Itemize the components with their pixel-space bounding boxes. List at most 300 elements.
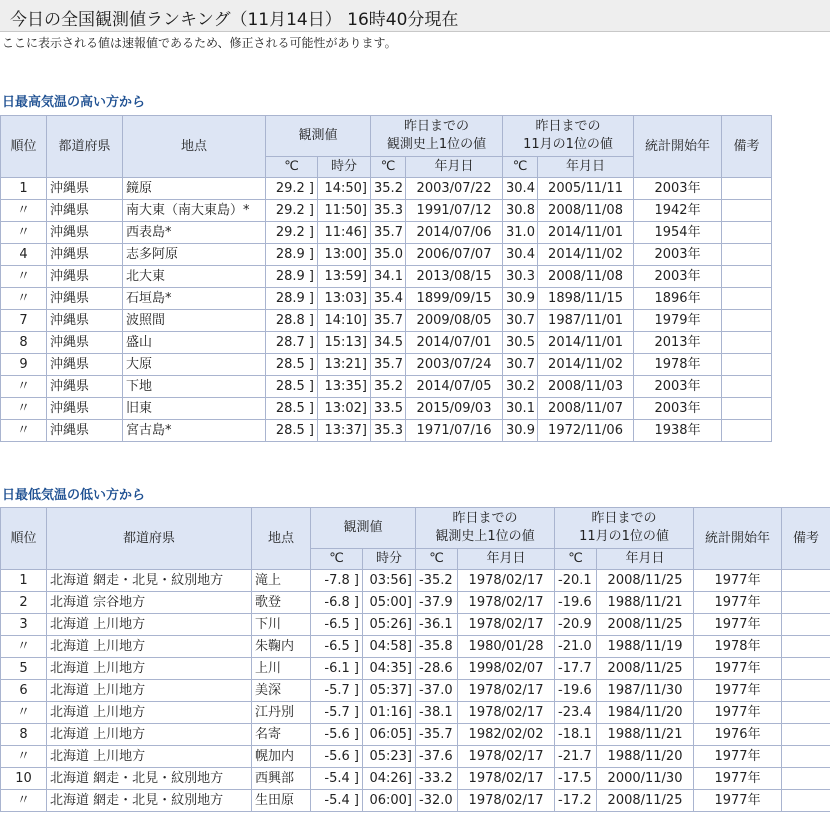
- table-row: [1, 790, 830, 812]
- header-unit-celsius: ℃: [555, 549, 597, 570]
- header-start-year: 統計開始年: [694, 508, 782, 570]
- table-row: [1, 332, 772, 354]
- min-temp-ranking-table: [0, 507, 830, 812]
- header-unit-celsius: ℃: [503, 157, 538, 178]
- header-remarks: 備考: [722, 116, 772, 178]
- header-observed: 観測値: [266, 116, 371, 157]
- observed-time-cell: 04:26]: [363, 768, 416, 790]
- observed-time-cell: 03:56]: [363, 570, 416, 592]
- header-historical-line2: 観測史上1位の値: [435, 529, 535, 544]
- rank-cell: 8: [1, 332, 47, 354]
- start-year-cell: 1977年: [694, 746, 782, 768]
- observed-time-cell: 11:46]: [318, 222, 371, 244]
- table-row: [1, 702, 830, 724]
- month-date-cell: 1987/11/30: [597, 680, 694, 702]
- observed-temp-cell: 28.5 ]: [266, 398, 318, 420]
- prefecture-cell: 沖縄県: [47, 200, 123, 222]
- max-temp-section-title: 日最高気温の高い方から: [2, 95, 146, 110]
- station-cell: 滝上: [252, 570, 311, 592]
- prefecture-cell: 北海道 上川地方: [47, 680, 252, 702]
- rank-cell: 10: [1, 768, 47, 790]
- observed-time-cell: 04:35]: [363, 658, 416, 680]
- rank-cell: 8: [1, 724, 47, 746]
- observed-time-cell: 06:05]: [363, 724, 416, 746]
- remarks-cell: [722, 244, 772, 266]
- month-date-cell: 1988/11/19: [597, 636, 694, 658]
- table-row: [1, 200, 772, 222]
- historical-temp-cell: 35.3: [371, 200, 406, 222]
- start-year-cell: 1954年: [634, 222, 722, 244]
- table-row: [1, 266, 772, 288]
- rank-cell: 4: [1, 244, 47, 266]
- remarks-cell: [782, 592, 830, 614]
- station-cell: 北大東: [123, 266, 266, 288]
- historical-date-cell: 2014/07/01: [406, 332, 503, 354]
- header-historical-line1: 昨日までの: [452, 511, 518, 526]
- historical-date-cell: 1978/02/17: [458, 790, 555, 812]
- historical-date-cell: 1978/02/17: [458, 592, 555, 614]
- historical-date-cell: 1998/02/07: [458, 658, 555, 680]
- historical-date-cell: 2014/07/05: [406, 376, 503, 398]
- prefecture-cell: 北海道 上川地方: [47, 724, 252, 746]
- observed-time-cell: 11:50]: [318, 200, 371, 222]
- table-row: [1, 636, 830, 658]
- prefecture-cell: 北海道 上川地方: [47, 702, 252, 724]
- start-year-cell: 1977年: [694, 702, 782, 724]
- prefecture-cell: 北海道 宗谷地方: [47, 592, 252, 614]
- historical-date-cell: 1978/02/17: [458, 746, 555, 768]
- remarks-cell: [782, 790, 830, 812]
- rank-cell: 2: [1, 592, 47, 614]
- observed-time-cell: 06:00]: [363, 790, 416, 812]
- header-unit-celsius: ℃: [371, 157, 406, 178]
- header-month-line2: 11月の1位の値: [523, 137, 613, 152]
- header-month-line2: 11月の1位の値: [579, 529, 669, 544]
- prefecture-cell: 沖縄県: [47, 376, 123, 398]
- month-date-cell: 1988/11/20: [597, 746, 694, 768]
- month-temp-cell: 30.5: [503, 332, 538, 354]
- remarks-cell: [782, 680, 830, 702]
- start-year-cell: 1977年: [694, 790, 782, 812]
- observed-time-cell: 14:10]: [318, 310, 371, 332]
- start-year-cell: 1977年: [694, 680, 782, 702]
- station-cell: 上川: [252, 658, 311, 680]
- station-cell: 西表島*: [123, 222, 266, 244]
- header-station: 地点: [123, 116, 266, 178]
- historical-temp-cell: 34.5: [371, 332, 406, 354]
- historical-temp-cell: 33.5: [371, 398, 406, 420]
- start-year-cell: 1896年: [634, 288, 722, 310]
- remarks-cell: [782, 614, 830, 636]
- header-unit-time: 時分: [318, 157, 371, 178]
- month-temp-cell: -20.9: [555, 614, 597, 636]
- max-temp-ranking-table: [0, 115, 772, 442]
- historical-temp-cell: -35.7: [416, 724, 458, 746]
- historical-date-cell: 1978/02/17: [458, 702, 555, 724]
- station-cell: 美深: [252, 680, 311, 702]
- month-temp-cell: -20.1: [555, 570, 597, 592]
- month-temp-cell: -19.6: [555, 680, 597, 702]
- header-start-year: 統計開始年: [634, 116, 722, 178]
- header-historical-line2: 観測史上1位の値: [386, 137, 487, 152]
- month-date-cell: 2005/11/11: [538, 178, 634, 200]
- observed-temp-cell: 29.2 ]: [266, 178, 318, 200]
- historical-temp-cell: 35.7: [371, 310, 406, 332]
- station-cell: 鏡原: [123, 178, 266, 200]
- month-temp-cell: 30.4: [503, 178, 538, 200]
- remarks-cell: [722, 354, 772, 376]
- table-row: [1, 658, 830, 680]
- observed-time-cell: 04:58]: [363, 636, 416, 658]
- historical-temp-cell: -38.1: [416, 702, 458, 724]
- month-date-cell: 2008/11/08: [538, 200, 634, 222]
- observed-temp-cell: 28.5 ]: [266, 354, 318, 376]
- start-year-cell: 1938年: [634, 420, 722, 442]
- remarks-cell: [782, 746, 830, 768]
- observed-time-cell: 05:00]: [363, 592, 416, 614]
- start-year-cell: 1977年: [694, 768, 782, 790]
- observed-temp-cell: -5.6 ]: [311, 746, 363, 768]
- observed-time-cell: 13:00]: [318, 244, 371, 266]
- observed-time-cell: 14:50]: [318, 178, 371, 200]
- header-unit-celsius: ℃: [266, 157, 318, 178]
- observed-temp-cell: -5.6 ]: [311, 724, 363, 746]
- remarks-cell: [722, 266, 772, 288]
- start-year-cell: 2013年: [634, 332, 722, 354]
- remarks-cell: [722, 288, 772, 310]
- historical-temp-cell: -32.0: [416, 790, 458, 812]
- prefecture-cell: 沖縄県: [47, 420, 123, 442]
- table-row: [1, 222, 772, 244]
- start-year-cell: 2003年: [634, 244, 722, 266]
- station-cell: 盛山: [123, 332, 266, 354]
- observed-time-cell: 13:21]: [318, 354, 371, 376]
- historical-temp-cell: 35.7: [371, 222, 406, 244]
- observed-temp-cell: -5.4 ]: [311, 768, 363, 790]
- rank-cell: 9: [1, 354, 47, 376]
- rank-cell: 7: [1, 310, 47, 332]
- observed-time-cell: 13:02]: [318, 398, 371, 420]
- month-temp-cell: 30.1: [503, 398, 538, 420]
- start-year-cell: 2003年: [634, 266, 722, 288]
- historical-date-cell: 1978/02/17: [458, 614, 555, 636]
- station-cell: 生田原: [252, 790, 311, 812]
- station-cell: 名寄: [252, 724, 311, 746]
- header-remarks: 備考: [782, 508, 830, 570]
- prefecture-cell: 北海道 網走・北見・紋別地方: [47, 570, 252, 592]
- month-temp-cell: 30.7: [503, 310, 538, 332]
- start-year-cell: 1977年: [694, 658, 782, 680]
- month-temp-cell: 30.3: [503, 266, 538, 288]
- prefecture-cell: 沖縄県: [47, 266, 123, 288]
- observed-temp-cell: 28.5 ]: [266, 376, 318, 398]
- observed-time-cell: 01:16]: [363, 702, 416, 724]
- month-date-cell: 2008/11/08: [538, 266, 634, 288]
- observed-temp-cell: -6.8 ]: [311, 592, 363, 614]
- header-unit-date: 年月日: [538, 157, 634, 178]
- remarks-cell: [722, 200, 772, 222]
- remarks-cell: [722, 398, 772, 420]
- prefecture-cell: 沖縄県: [47, 398, 123, 420]
- month-date-cell: 2000/11/30: [597, 768, 694, 790]
- month-temp-cell: 31.0: [503, 222, 538, 244]
- prefecture-cell: 沖縄県: [47, 244, 123, 266]
- month-temp-cell: -17.5: [555, 768, 597, 790]
- month-temp-cell: 30.2: [503, 376, 538, 398]
- title-bar: [0, 0, 830, 32]
- start-year-cell: 1977年: [694, 592, 782, 614]
- preliminary-notice: ここに表示される値は速報値であるため、修正される可能性があります。: [2, 36, 397, 50]
- historical-date-cell: 1971/07/16: [406, 420, 503, 442]
- remarks-cell: [722, 310, 772, 332]
- table-row: [1, 288, 772, 310]
- station-cell: 旧東: [123, 398, 266, 420]
- header-month-line1: 昨日までの: [535, 119, 601, 134]
- rank-cell: 〃: [1, 288, 47, 310]
- table-row: [1, 376, 772, 398]
- table-row: [1, 614, 830, 636]
- page-title: 今日の全国観測値ランキング（11月14日） 16時40分現在: [10, 10, 459, 30]
- historical-date-cell: 1982/02/02: [458, 724, 555, 746]
- min-temp-rows: [1, 570, 830, 812]
- historical-temp-cell: 35.7: [371, 354, 406, 376]
- remarks-cell: [782, 658, 830, 680]
- start-year-cell: 1976年: [694, 724, 782, 746]
- rank-cell: 5: [1, 658, 47, 680]
- prefecture-cell: 北海道 上川地方: [47, 746, 252, 768]
- header-unit-date: 年月日: [406, 157, 503, 178]
- station-cell: 歌登: [252, 592, 311, 614]
- observed-temp-cell: -5.4 ]: [311, 790, 363, 812]
- month-date-cell: 2008/11/25: [597, 790, 694, 812]
- start-year-cell: 2003年: [634, 398, 722, 420]
- rank-cell: 〃: [1, 266, 47, 288]
- observed-time-cell: 13:35]: [318, 376, 371, 398]
- observed-temp-cell: -7.8 ]: [311, 570, 363, 592]
- start-year-cell: 2003年: [634, 178, 722, 200]
- month-temp-cell: -21.0: [555, 636, 597, 658]
- month-date-cell: 1984/11/20: [597, 702, 694, 724]
- start-year-cell: 1978年: [634, 354, 722, 376]
- header-unit-celsius: ℃: [416, 549, 458, 570]
- station-cell: 下川: [252, 614, 311, 636]
- table-row: [1, 398, 772, 420]
- historical-date-cell: 2013/08/15: [406, 266, 503, 288]
- historical-temp-cell: 35.2: [371, 376, 406, 398]
- station-cell: 朱鞠内: [252, 636, 311, 658]
- historical-date-cell: 1978/02/17: [458, 768, 555, 790]
- table-row: [1, 420, 772, 442]
- rank-cell: 〃: [1, 222, 47, 244]
- historical-temp-cell: -37.0: [416, 680, 458, 702]
- remarks-cell: [782, 702, 830, 724]
- observed-temp-cell: -6.1 ]: [311, 658, 363, 680]
- header-month-record: [503, 116, 634, 157]
- table-row: [1, 178, 772, 200]
- observed-time-cell: 13:03]: [318, 288, 371, 310]
- historical-temp-cell: -28.6: [416, 658, 458, 680]
- min-temp-section-title: 日最低気温の低い方から: [2, 488, 146, 503]
- header-month-line1: 昨日までの: [591, 511, 657, 526]
- station-cell: 下地: [123, 376, 266, 398]
- rank-cell: 〃: [1, 376, 47, 398]
- start-year-cell: 1979年: [634, 310, 722, 332]
- historical-date-cell: 1978/02/17: [458, 570, 555, 592]
- historical-temp-cell: -33.2: [416, 768, 458, 790]
- historical-temp-cell: 35.2: [371, 178, 406, 200]
- station-cell: 江丹別: [252, 702, 311, 724]
- prefecture-cell: 北海道 上川地方: [47, 636, 252, 658]
- historical-date-cell: 2015/09/03: [406, 398, 503, 420]
- max-temp-rows: [1, 178, 772, 442]
- month-date-cell: 2008/11/25: [597, 570, 694, 592]
- historical-temp-cell: 35.0: [371, 244, 406, 266]
- month-date-cell: 2014/11/01: [538, 332, 634, 354]
- station-cell: 宮古島*: [123, 420, 266, 442]
- start-year-cell: 1942年: [634, 200, 722, 222]
- prefecture-cell: 沖縄県: [47, 288, 123, 310]
- observed-temp-cell: 29.2 ]: [266, 200, 318, 222]
- observed-temp-cell: 28.9 ]: [266, 244, 318, 266]
- station-cell: 南大東（南大東島）*: [123, 200, 266, 222]
- month-date-cell: 2014/11/02: [538, 244, 634, 266]
- header-unit-time: 時分: [363, 549, 416, 570]
- month-date-cell: 2008/11/07: [538, 398, 634, 420]
- observed-temp-cell: -6.5 ]: [311, 614, 363, 636]
- historical-date-cell: 2009/08/05: [406, 310, 503, 332]
- remarks-cell: [722, 222, 772, 244]
- month-temp-cell: 30.4: [503, 244, 538, 266]
- historical-temp-cell: -35.2: [416, 570, 458, 592]
- month-date-cell: 1988/11/21: [597, 592, 694, 614]
- header-station: 地点: [252, 508, 311, 570]
- historical-date-cell: 1991/07/12: [406, 200, 503, 222]
- table-row: [1, 570, 830, 592]
- header-historical-record: [371, 116, 503, 157]
- header-unit-celsius: ℃: [311, 549, 363, 570]
- observed-temp-cell: -5.7 ]: [311, 702, 363, 724]
- rank-cell: 〃: [1, 790, 47, 812]
- header-historical-record: [416, 508, 555, 549]
- station-cell: 幌加内: [252, 746, 311, 768]
- header-historical-line1: 昨日までの: [404, 119, 470, 134]
- table-row: [1, 310, 772, 332]
- month-temp-cell: -18.1: [555, 724, 597, 746]
- historical-temp-cell: -36.1: [416, 614, 458, 636]
- table-row: [1, 724, 830, 746]
- month-temp-cell: 30.9: [503, 288, 538, 310]
- header-observed: 観測値: [311, 508, 416, 549]
- remarks-cell: [782, 768, 830, 790]
- header-month-record: [555, 508, 694, 549]
- historical-temp-cell: -37.6: [416, 746, 458, 768]
- header-unit-date: 年月日: [458, 549, 555, 570]
- observed-time-cell: 05:23]: [363, 746, 416, 768]
- month-date-cell: 2014/11/02: [538, 354, 634, 376]
- header-prefecture: 都道府県: [47, 508, 252, 570]
- remarks-cell: [782, 636, 830, 658]
- month-temp-cell: -21.7: [555, 746, 597, 768]
- table-row: [1, 354, 772, 376]
- historical-date-cell: 2003/07/22: [406, 178, 503, 200]
- station-cell: 波照間: [123, 310, 266, 332]
- month-temp-cell: -23.4: [555, 702, 597, 724]
- start-year-cell: 1977年: [694, 570, 782, 592]
- month-temp-cell: 30.9: [503, 420, 538, 442]
- observed-temp-cell: -5.7 ]: [311, 680, 363, 702]
- month-date-cell: 1987/11/01: [538, 310, 634, 332]
- month-date-cell: 2008/11/03: [538, 376, 634, 398]
- table-row: [1, 746, 830, 768]
- observed-temp-cell: 29.2 ]: [266, 222, 318, 244]
- remarks-cell: [722, 376, 772, 398]
- historical-date-cell: 1980/01/28: [458, 636, 555, 658]
- station-cell: 西興部: [252, 768, 311, 790]
- observed-time-cell: 13:59]: [318, 266, 371, 288]
- month-temp-cell: -17.2: [555, 790, 597, 812]
- historical-date-cell: 2003/07/24: [406, 354, 503, 376]
- month-date-cell: 2008/11/25: [597, 658, 694, 680]
- rank-cell: 3: [1, 614, 47, 636]
- month-date-cell: 2014/11/01: [538, 222, 634, 244]
- rank-cell: 〃: [1, 636, 47, 658]
- prefecture-cell: 沖縄県: [47, 222, 123, 244]
- start-year-cell: 1978年: [694, 636, 782, 658]
- prefecture-cell: 北海道 上川地方: [47, 658, 252, 680]
- prefecture-cell: 沖縄県: [47, 178, 123, 200]
- rank-cell: 1: [1, 570, 47, 592]
- header-rank: 順位: [1, 116, 47, 178]
- month-date-cell: 1898/11/15: [538, 288, 634, 310]
- month-temp-cell: 30.8: [503, 200, 538, 222]
- rank-cell: 1: [1, 178, 47, 200]
- historical-date-cell: 2006/07/07: [406, 244, 503, 266]
- month-temp-cell: -19.6: [555, 592, 597, 614]
- start-year-cell: 1977年: [694, 614, 782, 636]
- remarks-cell: [722, 178, 772, 200]
- table-row: [1, 680, 830, 702]
- station-cell: 石垣島*: [123, 288, 266, 310]
- historical-date-cell: 1978/02/17: [458, 680, 555, 702]
- month-date-cell: 2008/11/25: [597, 614, 694, 636]
- rank-cell: 〃: [1, 702, 47, 724]
- prefecture-cell: 北海道 上川地方: [47, 614, 252, 636]
- observed-time-cell: 13:37]: [318, 420, 371, 442]
- rank-cell: 〃: [1, 746, 47, 768]
- observed-temp-cell: 28.5 ]: [266, 420, 318, 442]
- month-date-cell: 1988/11/21: [597, 724, 694, 746]
- historical-temp-cell: -37.9: [416, 592, 458, 614]
- historical-date-cell: 2014/07/06: [406, 222, 503, 244]
- observed-time-cell: 05:26]: [363, 614, 416, 636]
- header-unit-date: 年月日: [597, 549, 694, 570]
- month-temp-cell: 30.7: [503, 354, 538, 376]
- prefecture-cell: 沖縄県: [47, 354, 123, 376]
- month-date-cell: 1972/11/06: [538, 420, 634, 442]
- observed-temp-cell: -6.5 ]: [311, 636, 363, 658]
- prefecture-cell: 沖縄県: [47, 310, 123, 332]
- remarks-cell: [722, 332, 772, 354]
- station-cell: 志多阿原: [123, 244, 266, 266]
- rank-cell: 〃: [1, 398, 47, 420]
- start-year-cell: 2003年: [634, 376, 722, 398]
- historical-temp-cell: -35.8: [416, 636, 458, 658]
- header-rank: 順位: [1, 508, 47, 570]
- table-row: [1, 768, 830, 790]
- historical-temp-cell: 34.1: [371, 266, 406, 288]
- observed-time-cell: 05:37]: [363, 680, 416, 702]
- header-prefecture: 都道府県: [47, 116, 123, 178]
